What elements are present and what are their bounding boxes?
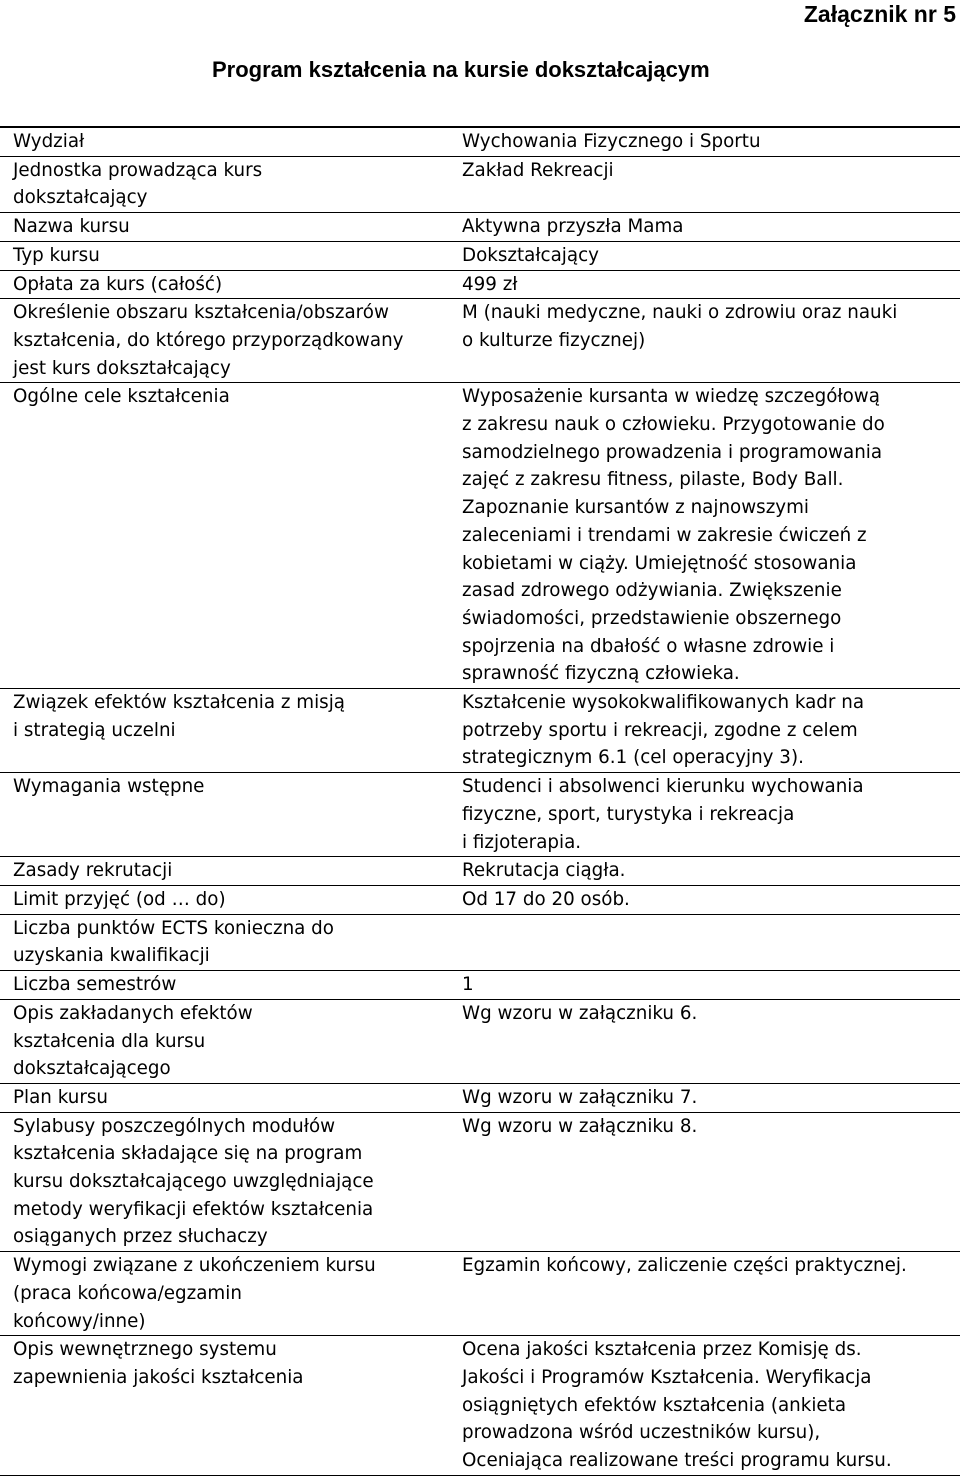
row-label: Wymagania wstępne	[13, 776, 205, 798]
row-completion-requirements	[0, 1251, 960, 1335]
row-value: Wg wzoru w załączniku 8.	[462, 1115, 698, 1137]
row-unit	[0, 156, 960, 212]
row-value: Studenci i absolwenci kierunku wychowania fizyczne, sport, turystyka i rekreacja i fizjoterapia.	[462, 776, 864, 853]
row-prerequisites	[0, 772, 960, 856]
row-value: Od 17 do 20 osób.	[462, 888, 630, 910]
row-faculty	[0, 126, 960, 156]
row-value: 499 zł	[462, 273, 518, 295]
document-title: Program kształcenia na kursie dokształcającym	[212, 57, 710, 82]
row-course-plan	[0, 1083, 960, 1112]
row-value: Rekrutacja ciągła.	[462, 860, 626, 882]
row-label: Jednostka prowadząca kurs dokształcający	[13, 159, 263, 209]
row-label: Sylabusy poszczególnych modułów kształcenia składające się na program kursu dokształcającego uwzględniające metody weryfikacji efektów kształcenia osiąganych przez słuchaczy	[13, 1115, 374, 1248]
row-quality-system	[0, 1335, 960, 1476]
row-mission-link	[0, 688, 960, 772]
row-label: Liczba punktów ECTS konieczna do uzyskania kwalifikacji	[13, 917, 334, 967]
row-ects	[0, 914, 960, 970]
row-label: Liczba semestrów	[13, 974, 177, 996]
row-recruitment	[0, 856, 960, 885]
row-label: Plan kursu	[13, 1086, 108, 1108]
row-value: Wychowania Fizycznego i Sportu	[462, 131, 761, 152]
row-semesters	[0, 970, 960, 999]
row-value: Ocena jakości kształcenia przez Komisję ds. Jakości i Programów Kształcenia. Weryfikacja osiągniętych efektów kształcenia (ankieta prowadzona wśród uczestników kursu), Oceniająca realizowane treści programu kursu.	[462, 1339, 892, 1472]
row-label: Określenie obszaru kształcenia/obszarów kształcenia, do którego przyporządkowany jest kurs dokształcający	[13, 302, 404, 379]
row-value: Egzamin końcowy, zaliczenie części praktycznej.	[462, 1255, 907, 1277]
row-label: Wymogi związane z ukończeniem kursu (praca końcowa/egzamin końcowy/inne)	[13, 1255, 376, 1332]
row-general-goals	[0, 382, 960, 688]
row-label: Limit przyjęć (od … do)	[13, 888, 226, 910]
row-value: M (nauki medyczne, nauki o zdrowiu oraz nauki o kulturze fizycznej)	[462, 302, 898, 351]
row-admission-limit	[0, 885, 960, 914]
row-value: Wyposażenie kursanta w wiedzę szczegółową z zakresu nauk o człowieku. Przygotowanie do samodzielnego prowadzenia i programowania zajęć z zakresu fitness, pilaste, Body Ball. Zapoznanie kursantów z najnowszymi zaleceniami i trendami w zakresie ćwiczeń z kobietami w ciąży. Umiejętność stosowania zasad zdrowego odżywiania. Zwiększenie świadomości, przedstawienie obszernego spojrzenia na dbałość o własne zdrowie i sprawność fizyczną człowieka.	[462, 386, 885, 685]
row-field-area	[0, 298, 960, 382]
row-label: Opis wewnętrznego systemu zapewnienia jakości kształcenia	[13, 1339, 304, 1388]
row-value: Dokształcający	[462, 244, 599, 266]
row-label: Zasady rekrutacji	[13, 860, 173, 882]
row-course-type	[0, 241, 960, 270]
annex-number: Załącznik nr 5	[803, 1, 956, 27]
row-fee	[0, 270, 960, 299]
row-value: Aktywna przyszła Mama	[462, 216, 684, 238]
row-learning-outcomes	[0, 999, 960, 1083]
row-value: Zakład Rekreacji	[462, 159, 614, 181]
row-label: Opis zakładanych efektów kształcenia dla kursu dokształcającego	[13, 1002, 253, 1080]
row-value: Wg wzoru w załączniku 6.	[462, 1002, 698, 1024]
row-label: Wydział	[13, 131, 85, 152]
row-value	[450, 915, 960, 970]
row-label: Nazwa kursu	[13, 216, 130, 238]
row-course-name	[0, 212, 960, 241]
row-label: Ogólne cele kształcenia	[13, 386, 230, 408]
row-value: Kształcenie wysokokwalifikowanych kadr na potrzeby sportu i rekreacji, zgodne z celem strategicznym 6.1 (cel operacyjny 3).	[462, 692, 865, 769]
row-label: Związek efektów kształcenia z misją i strategią uczelni	[13, 692, 345, 741]
program-table	[0, 126, 960, 1476]
row-syllabi	[0, 1112, 960, 1252]
row-value: Wg wzoru w załączniku 7.	[462, 1086, 698, 1108]
row-value: 1	[462, 974, 474, 996]
row-label: Typ kursu	[13, 244, 100, 266]
row-label: Opłata za kurs (całość)	[13, 273, 223, 295]
